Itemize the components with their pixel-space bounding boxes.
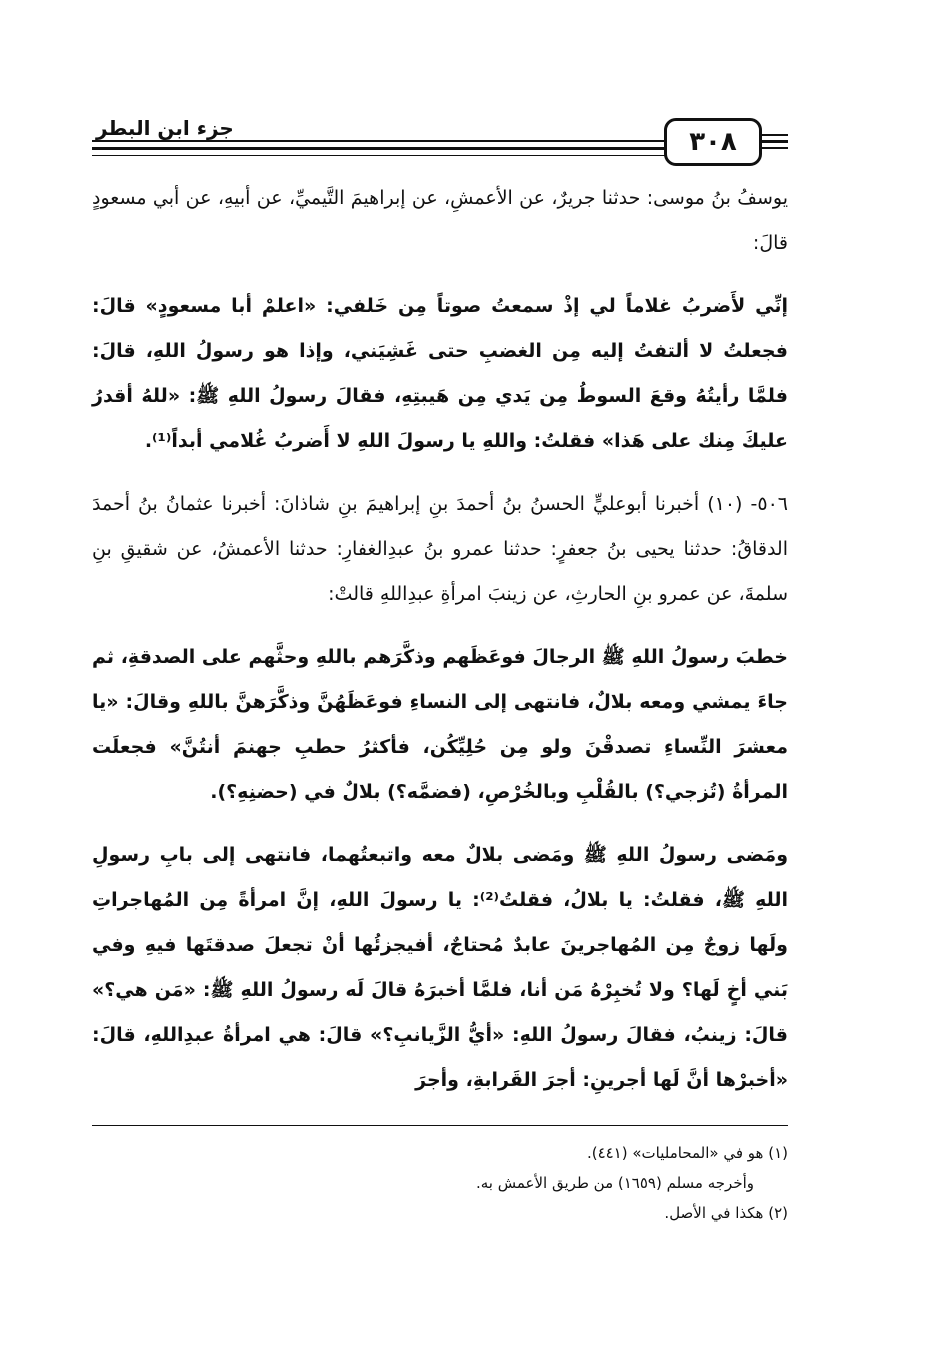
- footnotes: [92, 1138, 788, 1228]
- footnote-separator: [92, 1125, 788, 1126]
- header-rule: [92, 155, 672, 156]
- hadith-paragraph: إنِّي لأَضربُ غلاماً لي إذْ سمعتُ صوتاً مِن خَلفي: «اعلمْ أبا مسعودٍ» قالَ: فجعلتُ لا ألتفتُ إليه مِن الغضبِ حتى غَشِيَني، وإذا هو رسولُ اللهِ، قالَ: فلمَّا رأيتُهُ وقعَ السوطُ مِن يَدي مِن هَيبتِهِ، فقالَ رسولُ اللهِ ﷺ: «للهُ أقدرُ عليكَ مِنك على هَذا» فقلتُ: واللهِ يا رسولَ اللهِ لا أَضربُ غُلامي أبداً⁽¹⁾.: [92, 295, 788, 452]
- page-number: ٣٠٨: [664, 118, 762, 166]
- footnote-1: (١) هو في «المحامليات» (٤٤١).: [586, 1144, 788, 1162]
- footnote-1-continuation: وأخرجه مسلم (١٦٥٩) من طريق الأعمش به.: [476, 1174, 754, 1192]
- running-header: [92, 114, 788, 166]
- header-rule: [92, 147, 672, 150]
- isnad-paragraph: يوسفُ بنُ موسى: حدثنا جريرٌ، عن الأعمشِ، عن إبراهيمَ التَّيميِّ، عن أبيهِ، عن أبي مسعودٍ قالَ:: [92, 187, 788, 254]
- header-rule: [760, 147, 788, 149]
- isnad-paragraph: ٥٠٦- (١٠) أخبرنا أبوعليٍّ الحسنُ بنُ أحمدَ بنِ إبراهيمَ بنِ شاذانَ: أخبرنا عثمانُ بنُ أحمدَ الدقاقُ: حدثنا يحيى بنُ جعفرٍ: حدثنا عمرو بنُ عبدِالغفارِ: حدثنا الأعمشُ، عن شقيقِ بنِ سلمةَ، عن عمرو بنِ الحارثِ، عن زينبَ امرأةِ عبدِاللهِ قالتْ:: [92, 493, 788, 605]
- main-text: [92, 176, 788, 1121]
- hadith-paragraph: ومَضى رسولُ اللهِ ﷺ ومَضى بلالٌ معه واتبعتُهما، فانتهى إلى بابِ رسولِ اللهِ ﷺ، فقلتُ: يا بلالُ، فقلتُ⁽²⁾: يا رسولَ اللهِ، إنَّ امرأةً مِن المُهاجراتِ ولَها زوجٌ مِن المُهاجرينَ عابدٌ مُحتاجٌ، أفيجزئُها أنْ تجعلَ صدقتَها فيهِ وفي بَني أخٍ لَها؟ ولا تُخبِرْهُ مَن أنا، فلمَّا أخبرَهُ قالَ لَه رسولُ اللهِ ﷺ: «مَن هي؟» قالَ: زينبُ، فقالَ رسولُ اللهِ: «أيُّ الزَّيانبِ؟» قالَ: هي امرأةُ عبدِاللهِ، قالَ: «أخبرْها أنَّ لَها أجرينِ: أجرَ القَرابةِ، وأجرَ: [92, 844, 789, 1091]
- header-rule: [92, 140, 672, 142]
- header-rule: [760, 140, 788, 143]
- book-title: جزء ابن البطر: [92, 116, 238, 140]
- header-rule: [760, 134, 788, 136]
- footnote-2: (٢) هكذا في الأصل.: [664, 1204, 788, 1222]
- hadith-paragraph: خطبَ رسولُ اللهِ ﷺ الرجالَ فوعَظَهم وذكَّرَهم باللهِ وحثَّهم على الصدقةِ، ثم جاءَ يمشي ومعه بلالٌ، فانتهى إلى النساءِ فوعَظَهُنَّ وذكَّرَهنَّ باللهِ وقالَ: «يا معشرَ النِّساءِ تصدقْنَ ولو مِن حُلِيِّكُن، فأكثرُ حطبِ جهنمَ أنتُنَّ» فجعلَت المرأةُ (تُزجي؟) بالقُلْبِ وبالخُرْصِ، (فضمَّه؟) بلالٌ في (حضنِهِ؟).: [92, 646, 788, 803]
